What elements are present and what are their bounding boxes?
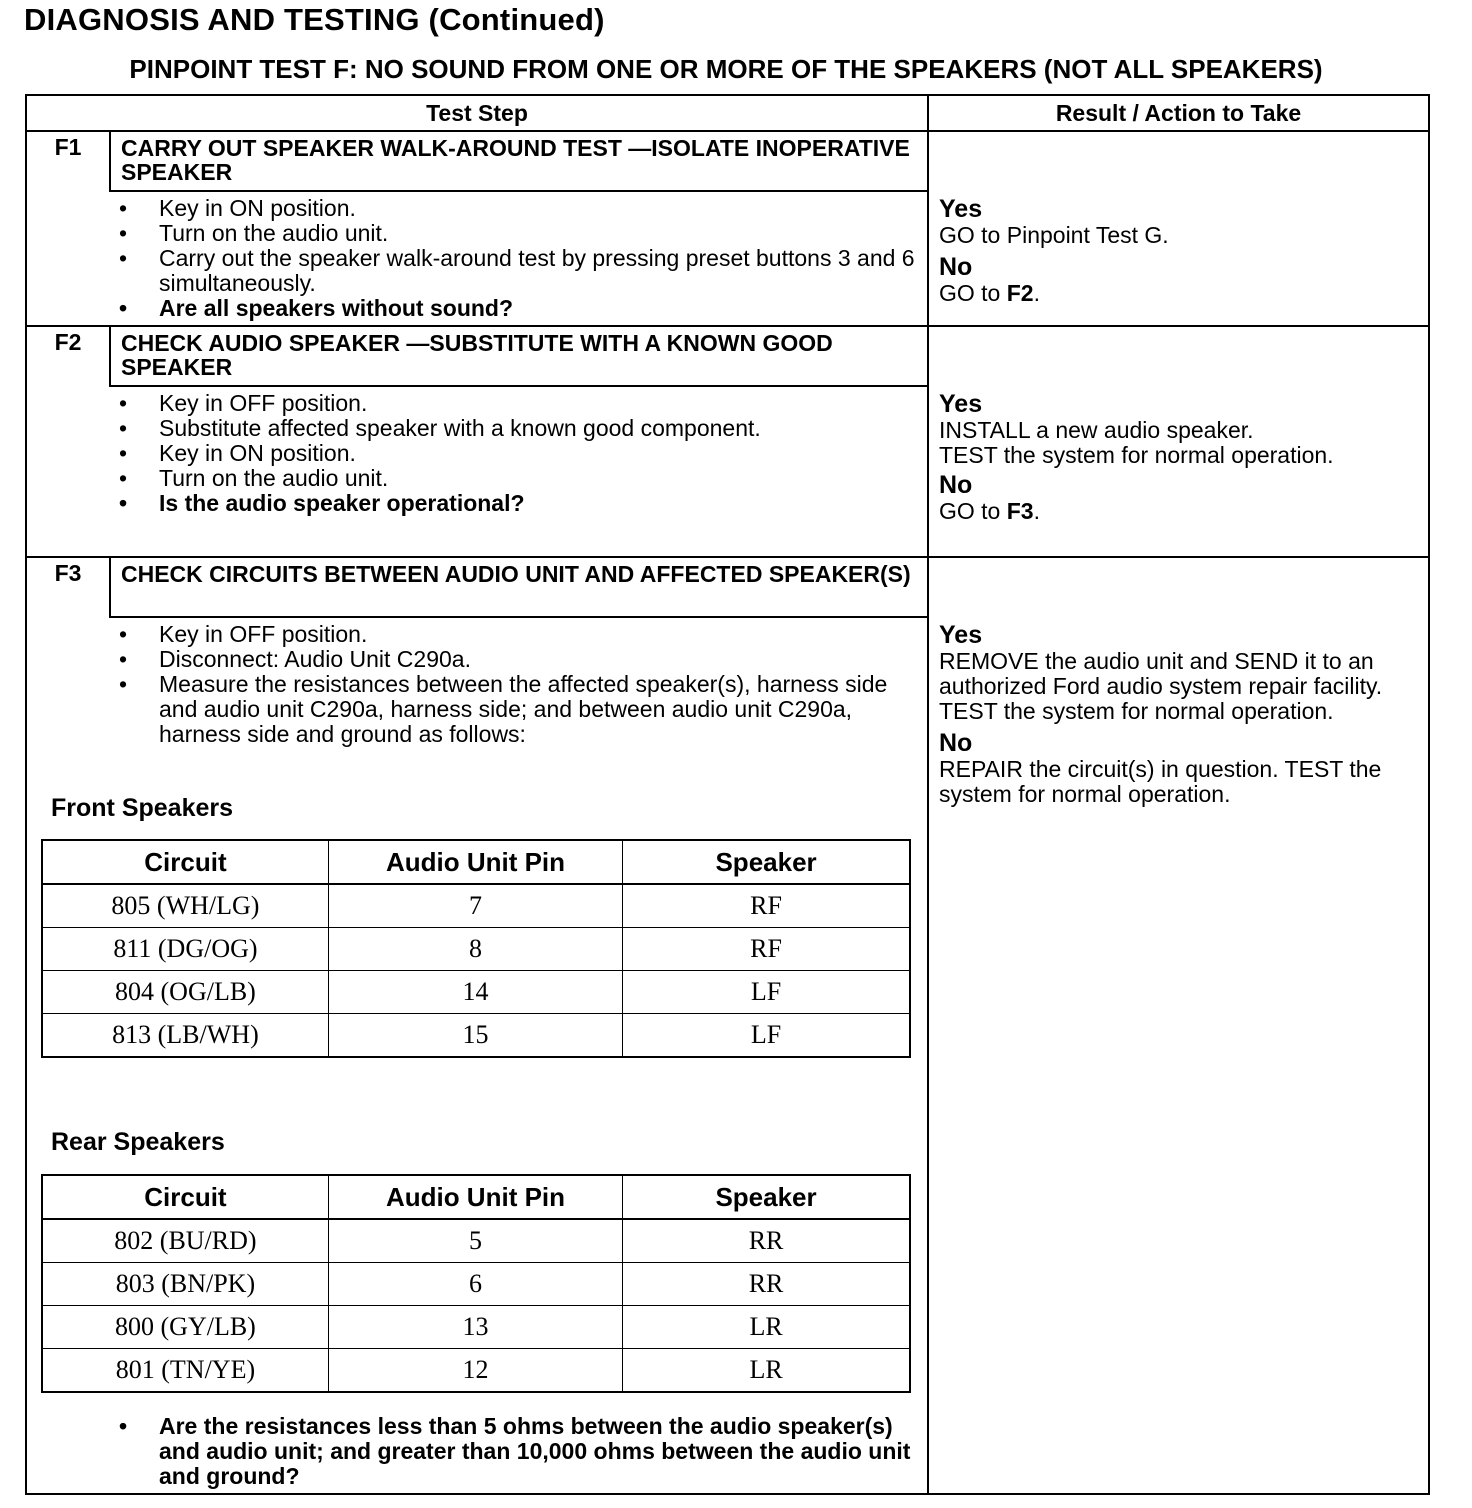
step-divider bbox=[27, 556, 1428, 558]
table-row bbox=[42, 928, 910, 971]
cell-circuit: 813 (LB/WH) bbox=[42, 1014, 328, 1058]
cell-circuit: 803 (BN/PK) bbox=[42, 1263, 328, 1306]
instruction-item: • Measure the resistances between the affected speaker(s), harness side and audio unit C290a, harness side; and between audio unit C290a, harness side and ground as follows: bbox=[115, 672, 925, 747]
column-header-speaker: Speaker bbox=[623, 1175, 910, 1219]
header-divider bbox=[27, 130, 1428, 132]
step-id-divider bbox=[109, 132, 111, 190]
header-result: Result / Action to Take bbox=[1055, 100, 1302, 126]
cell-circuit: 804 (OG/LB) bbox=[42, 971, 328, 1014]
cell-speaker: LR bbox=[623, 1306, 910, 1349]
step-heading-f3: CHECK CIRCUITS BETWEEN AUDIO UNIT AND AFFECTED SPEAKER(S) bbox=[121, 561, 911, 587]
cell-pin: 12 bbox=[328, 1349, 622, 1393]
yes-action: INSTALL a new audio speaker. bbox=[939, 417, 1254, 443]
step-divider bbox=[27, 325, 1428, 327]
instruction-item: • Key in ON position. bbox=[115, 196, 925, 221]
pinpoint-test-table bbox=[25, 94, 1430, 1495]
table-row bbox=[42, 884, 910, 928]
no-label: No bbox=[939, 729, 973, 757]
cell-pin: 8 bbox=[328, 928, 622, 971]
step-id-f3: F3 bbox=[54, 560, 82, 586]
step-instructions-f2 bbox=[115, 391, 925, 516]
pinpoint-test-title: PINPOINT TEST F: NO SOUND FROM ONE OR MORE OF THE SPEAKERS (NOT ALL SPEAKERS) bbox=[129, 54, 1323, 84]
column-header-circuit: Circuit bbox=[42, 1175, 328, 1219]
instruction-item: • Key in ON position. bbox=[115, 441, 925, 466]
table-row bbox=[42, 1306, 910, 1349]
cell-circuit: 802 (BU/RD) bbox=[42, 1219, 328, 1263]
cell-speaker: LF bbox=[623, 971, 910, 1014]
column-header-speaker: Speaker bbox=[623, 840, 910, 884]
instruction-item: • Turn on the audio unit. bbox=[115, 221, 925, 246]
table-row bbox=[42, 971, 910, 1014]
cell-circuit: 805 (WH/LG) bbox=[42, 884, 328, 928]
table-row bbox=[42, 1263, 910, 1306]
cell-speaker: RR bbox=[623, 1263, 910, 1306]
step-heading-divider bbox=[109, 616, 927, 618]
step-id-divider bbox=[109, 327, 111, 385]
instruction-item: • Key in OFF position. bbox=[115, 391, 925, 416]
result-f1 bbox=[939, 196, 1409, 312]
table-row bbox=[42, 1219, 910, 1263]
cell-pin: 15 bbox=[328, 1014, 622, 1058]
no-action: GO to F3. bbox=[939, 498, 1040, 524]
cell-circuit: 800 (GY/LB) bbox=[42, 1306, 328, 1349]
cell-circuit: 801 (TN/YE) bbox=[42, 1349, 328, 1393]
table-header-row bbox=[42, 1175, 910, 1219]
instruction-item: • Key in OFF position. bbox=[115, 622, 925, 647]
instruction-item: • Turn on the audio unit. bbox=[115, 466, 925, 491]
result-f3 bbox=[939, 622, 1409, 813]
yes-action: REMOVE the audio unit and SEND it to an authorized Ford audio system repair facility. TEST the system for normal operation. bbox=[939, 648, 1383, 724]
cell-circuit: 811 (DG/OG) bbox=[42, 928, 328, 971]
front-speakers-title: Front Speakers bbox=[51, 794, 234, 822]
step-instructions-f3 bbox=[115, 622, 925, 747]
instruction-item: • Disconnect: Audio Unit C290a. bbox=[115, 647, 925, 672]
no-action: GO to F2. bbox=[939, 280, 1040, 306]
rear-speakers-title: Rear Speakers bbox=[51, 1128, 225, 1156]
step-heading-divider bbox=[109, 385, 927, 387]
no-label: No bbox=[939, 471, 973, 499]
no-label: No bbox=[939, 253, 973, 281]
cell-speaker: RF bbox=[623, 928, 910, 971]
cell-pin: 6 bbox=[328, 1263, 622, 1306]
column-divider bbox=[927, 96, 929, 1493]
step-reference: F2 bbox=[1006, 280, 1034, 306]
instruction-item: • Carry out the speaker walk-around test by pressing preset buttons 3 and 6 simultaneously. bbox=[115, 246, 925, 296]
cell-speaker: LR bbox=[623, 1349, 910, 1393]
step-question-f2: • Is the audio speaker operational? bbox=[115, 491, 925, 516]
step-question-f1: • Are all speakers without sound? bbox=[115, 296, 925, 321]
cell-speaker: RF bbox=[623, 884, 910, 928]
header-test-step: Test Step bbox=[426, 100, 528, 126]
no-action: REPAIR the circuit(s) in question. TEST the system for normal operation. bbox=[939, 756, 1382, 807]
table-row bbox=[42, 1349, 910, 1393]
cell-speaker: RR bbox=[623, 1219, 910, 1263]
cell-pin: 7 bbox=[328, 884, 622, 928]
result-f2 bbox=[939, 391, 1409, 530]
step-heading-divider bbox=[109, 190, 927, 192]
step-instructions-f1 bbox=[115, 196, 925, 321]
cell-pin: 13 bbox=[328, 1306, 622, 1349]
yes-label: Yes bbox=[939, 621, 983, 649]
step-id-f1: F1 bbox=[54, 134, 82, 160]
column-header-pin: Audio Unit Pin bbox=[328, 840, 622, 884]
column-header-circuit: Circuit bbox=[42, 840, 328, 884]
table-row bbox=[42, 1014, 910, 1058]
cell-pin: 14 bbox=[328, 971, 622, 1014]
step-id-f2: F2 bbox=[54, 329, 82, 355]
yes-label: Yes bbox=[939, 195, 983, 223]
rear-speakers-table bbox=[41, 1174, 911, 1393]
yes-action: GO to Pinpoint Test G. bbox=[939, 222, 1169, 248]
cell-pin: 5 bbox=[328, 1219, 622, 1263]
yes-label: Yes bbox=[939, 390, 983, 418]
step-heading-f2: CHECK AUDIO SPEAKER —SUBSTITUTE WITH A KNOWN GOOD SPEAKER bbox=[121, 330, 833, 380]
step-heading-f1: CARRY OUT SPEAKER WALK-AROUND TEST —ISOLATE INOPERATIVE SPEAKER bbox=[121, 135, 910, 185]
step-question-list-f3 bbox=[115, 1414, 925, 1489]
column-header-pin: Audio Unit Pin bbox=[328, 1175, 622, 1219]
table-header-row bbox=[42, 840, 910, 884]
step-id-divider bbox=[109, 558, 111, 616]
yes-action-test: TEST the system for normal operation. bbox=[939, 442, 1334, 468]
cell-speaker: LF bbox=[623, 1014, 910, 1058]
instruction-item: • Substitute affected speaker with a known good component. bbox=[115, 416, 925, 441]
page-title: DIAGNOSIS AND TESTING (Continued) bbox=[24, 2, 605, 37]
step-question-f3: • Are the resistances less than 5 ohms between the audio speaker(s) and audio unit; and greater than 10,000 ohms between the audio unit and ground? bbox=[115, 1414, 925, 1489]
front-speakers-table bbox=[41, 839, 911, 1058]
step-reference: F3 bbox=[1006, 498, 1034, 524]
